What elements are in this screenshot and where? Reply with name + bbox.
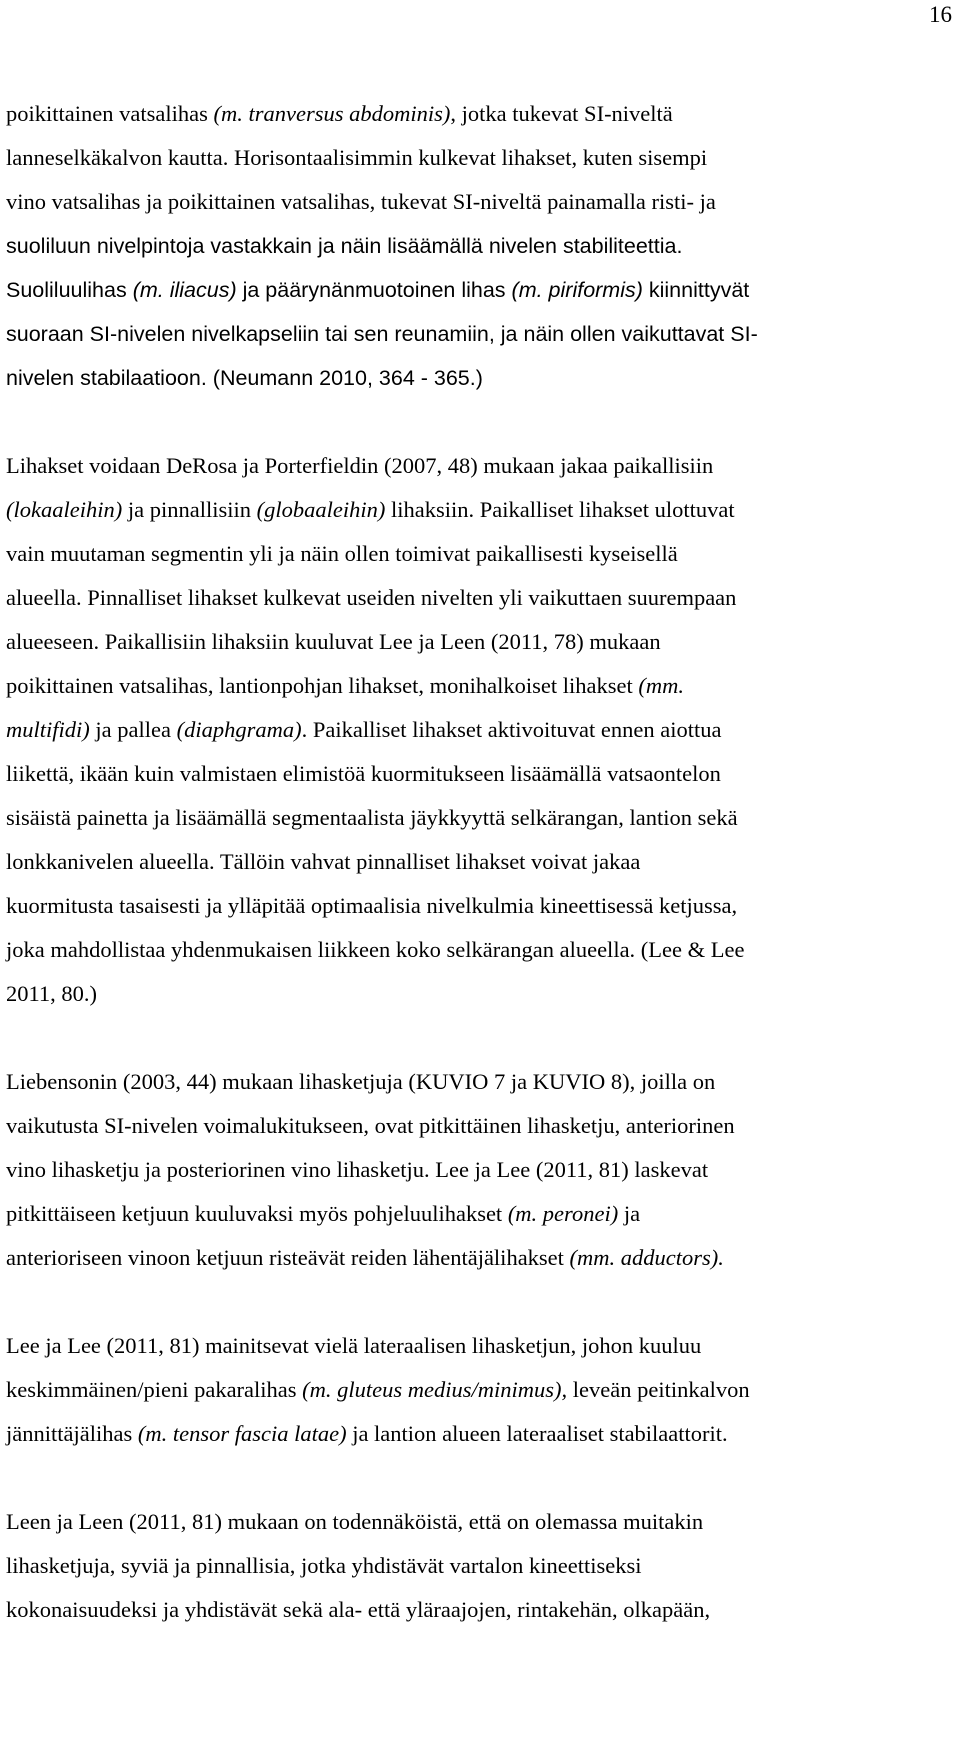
text-segment: , jotka tukevat SI-niveltä [450,101,673,126]
text-segment: alueeseen. Paikallisiin lihaksiin kuuluvat Lee ja Leen (2011, 78) mukaan [6,629,661,654]
text-line [6,708,954,752]
text-segment: vino lihasketju ja posteriorinen vino lihasketju. Lee ja Lee (2011, 81) laskevat [6,1157,709,1182]
text-segment: ja lantion alueen lateraaliset stabilaattorit. [346,1421,728,1446]
text-line [6,268,954,312]
text-line [6,1104,954,1148]
text-segment: suoraan SI-nivelen nivelkapseliin tai sen reunamiin, ja näin ollen vaikuttavat SI- [6,322,758,346]
text-segment: kuormitusta tasaisesti ja ylläpitää optimaalisia nivelkulmia kineettisessä ketjussa, [6,893,738,918]
italic-text: (mm. adductors). [569,1245,724,1270]
text-line [6,1544,954,1588]
paragraph-gap [6,1456,954,1500]
text-segment: vaikutusta SI-nivelen voimalukitukseen, ovat pitkittäinen lihasketju, anteriorinen [6,1113,735,1138]
text-segment: Lihakset voidaan DeRosa ja Porterfieldin (2007, 48) mukaan jakaa paikallisiin [6,453,714,478]
text-line [6,1588,954,1632]
text-segment: liikettä, ikään kuin valmistaen elimistöä kuormitukseen lisäämällä vatsaontelon [6,761,721,786]
text-line [6,444,954,488]
text-line [6,1060,954,1104]
text-segment: vain muutaman segmentin yli ja näin ollen toimivat paikallisesti kyseisellä [6,541,678,566]
text-line [6,1412,954,1456]
italic-text: (globaaleihin) [256,497,386,522]
text-segment: lihaksiin. Paikalliset lihakset ulottuvat [385,497,735,522]
text-segment: keskimmäinen/pieni pakaralihas [6,1377,303,1402]
text-line [6,664,954,708]
italic-text: (m. gluteus medius/minimus), [302,1377,568,1402]
text-segment: ja pallea [89,717,177,742]
text-line [6,224,954,268]
text-segment: sisäistä painetta ja lisäämällä segmentaalista jäykkyyttä selkärangan, lantion sekä [6,805,738,830]
text-line [6,532,954,576]
italic-text: (m. tensor fascia latae) [137,1421,347,1446]
page-number: 16 [929,2,952,27]
text-segment: kokonaisuudeksi ja yhdistävät sekä ala- että yläraajojen, rintakehän, olkapään, [6,1597,711,1622]
text-line [6,180,954,224]
italic-text: (m. tranversus abdominis) [213,101,451,126]
text-line [6,1148,954,1192]
text-segment: kiinnittyvät [642,278,750,302]
paragraph-gap [6,400,954,444]
body-text [6,92,954,1632]
italic-text: (diaphgrama) [176,717,302,742]
text-line [6,840,954,884]
text-line [6,92,954,136]
text-line [6,488,954,532]
text-line [6,972,954,1016]
text-segment: lanneselkäkalvon kautta. Horisontaalisimmin kulkevat lihakset, kuten sisempi [6,145,708,170]
text-line [6,1324,954,1368]
text-segment: ja päärynänmuotoinen lihas [236,278,512,302]
text-line [6,620,954,664]
text-segment: poikittainen vatsalihas, lantionpohjan lihakset, monihalkoiset lihakset [6,673,639,698]
text-segment: Suoliluulihas [6,278,133,302]
italic-text: (mm. [638,673,685,698]
italic-text: (m. piriformis) [511,278,643,302]
text-line [6,136,954,180]
text-segment: Lee ja Lee (2011, 81) mainitsevat vielä lateraalisen lihasketjun, johon kuuluu [6,1333,702,1358]
text-line [6,1368,954,1412]
text-segment: poikittainen vatsalihas [6,101,214,126]
text-line [6,576,954,620]
text-line [6,1236,954,1280]
text-segment: Leen ja Leen (2011, 81) mukaan on todennäköistä, että on olemassa muitakin [6,1509,704,1534]
italic-text: (m. iliacus) [132,278,237,302]
text-line [6,752,954,796]
text-line [6,796,954,840]
text-segment: joka mahdollistaa yhdenmukaisen liikkeen koko selkärangan alueella. (Lee & Lee [6,937,745,962]
text-segment: alueella. Pinnalliset lihakset kulkevat useiden nivelten yli vaikuttaen suurempaan [6,585,737,610]
text-segment: jännittäjälihas [6,1421,138,1446]
text-segment: suoliluun nivelpintoja vastakkain ja näin lisäämällä nivelen stabiliteettia. [6,234,683,258]
text-segment: pitkittäiseen ketjuun kuuluvaksi myös pohjeluulihakset [6,1201,508,1226]
text-segment: ja pinnallisiin [122,497,257,522]
text-segment: leveän peitinkalvon [567,1377,750,1402]
text-segment: lonkkanivelen alueella. Tällöin vahvat pinnalliset lihakset voivat jakaa [6,849,641,874]
text-line [6,1500,954,1544]
text-line [6,884,954,928]
text-line [6,1192,954,1236]
text-line [6,312,954,356]
text-segment: anterioriseen vinoon ketjuun risteävät reiden lähentäjälihakset [6,1245,570,1270]
italic-text: multifidi) [6,717,90,742]
italic-text: (lokaaleihin) [6,497,123,522]
text-segment: lihasketjuja, syviä ja pinnallisia, jotka yhdistävät vartalon kineettiseksi [6,1553,642,1578]
text-segment: 2011, 80.) [6,981,98,1006]
text-segment: Liebensonin (2003, 44) mukaan lihasketjuja (KUVIO 7 ja KUVIO 8), joilla on [6,1069,716,1094]
italic-text: (m. peronei) [507,1201,619,1226]
text-segment: vino vatsalihas ja poikittainen vatsalihas, tukevat SI-niveltä painamalla risti- ja [6,189,716,214]
text-segment: . Paikalliset lihakset aktivoituvat ennen aiottua [301,717,722,742]
text-segment: nivelen stabilaatioon. (Neumann 2010, 364 - 365.) [6,366,483,390]
text-line [6,928,954,972]
paragraph-gap [6,1016,954,1060]
paragraph-gap [6,1280,954,1324]
text-line [6,356,954,400]
text-segment: ja [618,1201,641,1226]
